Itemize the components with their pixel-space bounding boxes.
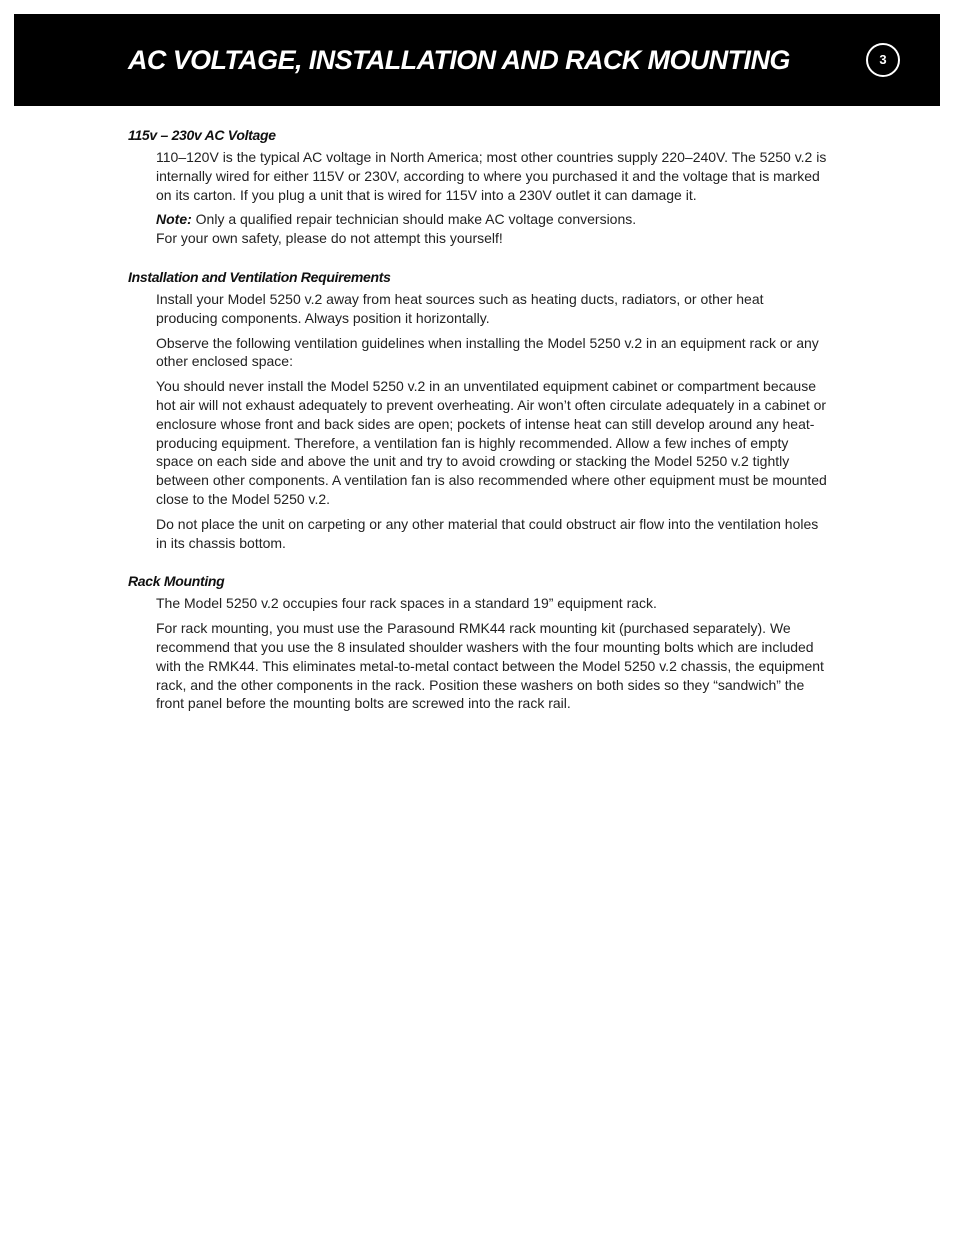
paragraph: For rack mounting, you must use the Parasound RMK44 rack mounting kit (purchased separately). We recommend that you use the 8 insulated shoulder washers with the four mounting bolts which are included with the RMK44. This eliminates metal-to-metal contact between the Model 5250 v.2 chassis, the equipment rack, and the other components in the rack. Position these washers on both sides so they “sandwich” the front panel before the mounting bolts are screwed into the rack rail. [156,620,824,712]
page-number-badge: 3 [866,43,900,77]
header-bar [14,14,940,106]
section-heading: Rack Mounting [128,573,225,590]
note-text-line-2: For your own safety, please do not attempt this yourself! [156,230,503,247]
paragraph: The Model 5250 v.2 occupies four rack spaces in a standard 19” equipment rack. [156,595,657,612]
section-installation-ventilation [128,268,828,552]
paragraph: 110–120V is the typical AC voltage in North America; most other countries supply 220–240V. The 5250 v.2 is internally wired for either 115V or 230V, according to where you purchased it and the voltage that is marked on its carton. If you plug a unit that is wired for 115V into a 230V outlet it can damage it. [156,149,827,203]
paragraph: Install your Model 5250 v.2 away from heat sources such as heating ducts, radiators, or other heat producing components. Always position it horizontally. [156,290,764,326]
page-content [128,126,828,733]
section-rack-mounting [128,572,828,713]
note-paragraph [156,210,828,248]
paragraph: You should never install the Model 5250 v.2 in an unventilated equipment cabinet or compartment because hot air will not exhaust adequately to prevent overheating. Air won’t often circulate adequately in a cabinet or enclosure whose front and back sides are open; pockets of intense heat can still develop around any heat-producing equipment. Therefore, a ventilation fan is highly recommended. Allow a few inches of empty space on each side and above the unit and try to avoid crowding or stacking the Model 5250 v.2 tightly between other components. A ventilation fan is also recommended where other equipment must be mounted close to the Model 5250 v.2. [156,378,827,507]
section-ac-voltage [128,126,828,248]
paragraph: Do not place the unit on carpeting or any other material that could obstruct air flow into the ventilation holes in its chassis bottom. [156,515,819,551]
note-label: Note: [156,211,192,228]
section-heading: Installation and Ventilation Requirements [128,268,391,285]
section-heading: 115v – 230v AC Voltage [128,127,276,143]
paragraph: Observe the following ventilation guidelines when installing the Model 5250 v.2 in an equipment rack or any other enclosed space: [156,334,819,370]
page-title: AC VOLTAGE, INSTALLATION AND RACK MOUNTING [128,45,790,75]
note-text-line-1: Only a qualified repair technician should make AC voltage conversions. [195,211,637,228]
